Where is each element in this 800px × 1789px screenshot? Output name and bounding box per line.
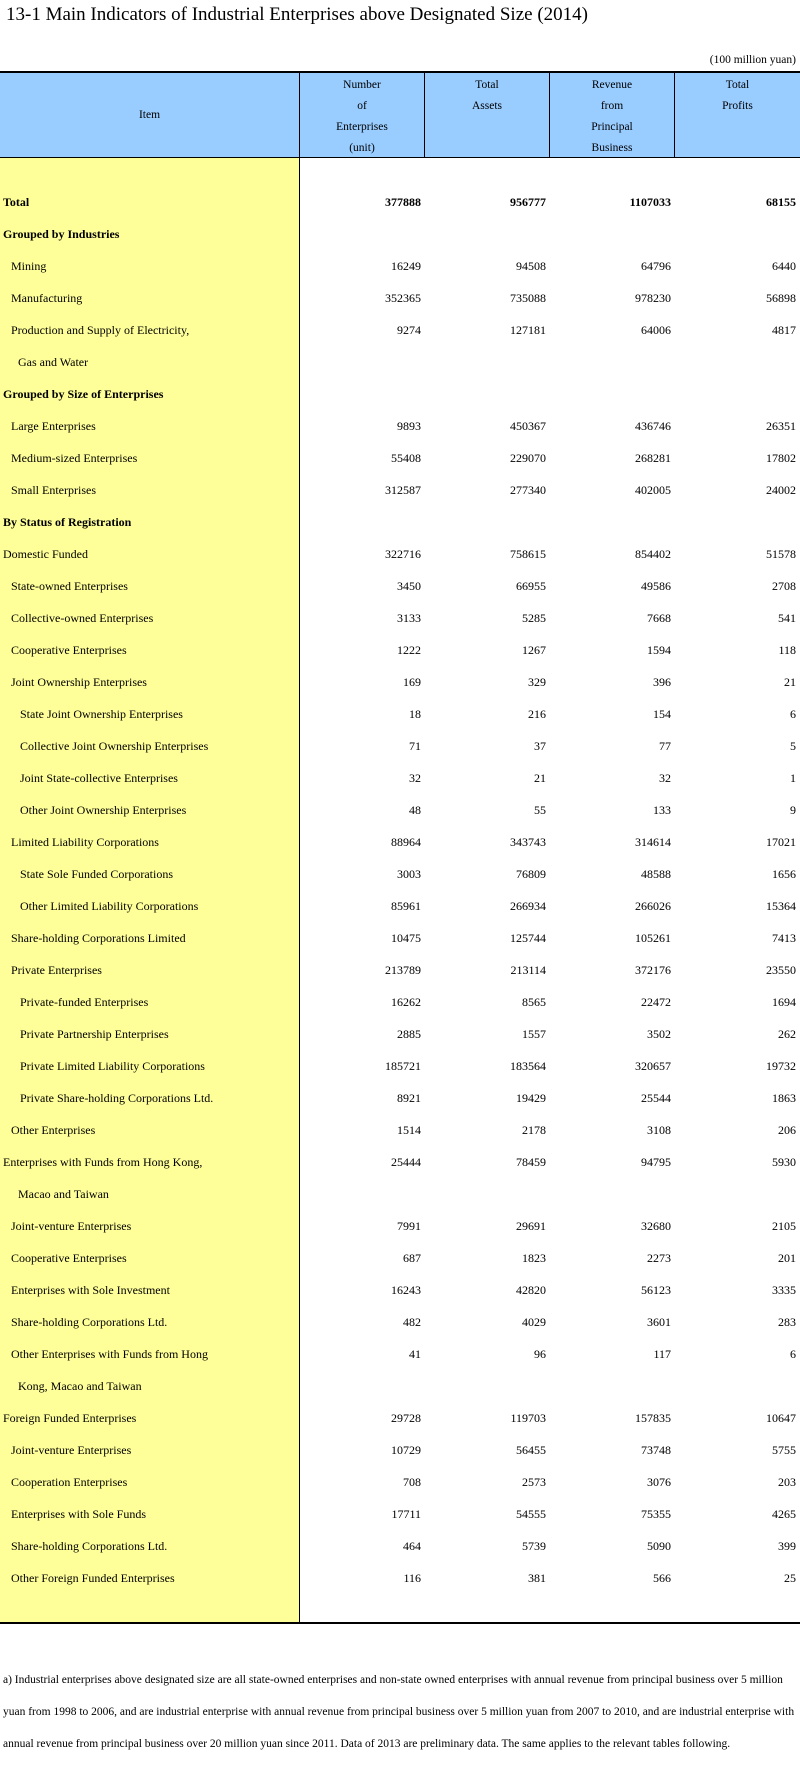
table-row xyxy=(0,346,299,378)
value-cell: 482 xyxy=(403,1314,421,1329)
table-row xyxy=(0,986,299,1018)
value-cell: 133 xyxy=(653,802,671,817)
table-row-values xyxy=(300,250,800,282)
row-label: Share-holding Corporations Limited xyxy=(11,930,186,945)
value-cell: 96 xyxy=(534,1346,546,1361)
value-cell: 3133 xyxy=(397,610,421,625)
value-cell: 68155 xyxy=(766,194,796,209)
table-row xyxy=(0,506,299,538)
value-cell: 94508 xyxy=(516,258,546,273)
value-cell: 3502 xyxy=(647,1026,671,1041)
value-cell: 396 xyxy=(653,674,671,689)
value-cell: 3076 xyxy=(647,1474,671,1489)
value-cell: 464 xyxy=(403,1538,421,1553)
value-cell: 24002 xyxy=(766,482,796,497)
row-label: Total xyxy=(3,194,30,209)
value-cell: 1514 xyxy=(397,1122,421,1137)
row-label: Private Enterprises xyxy=(11,962,102,977)
value-cell: 75355 xyxy=(641,1506,671,1521)
value-cell: 51578 xyxy=(766,546,796,561)
value-cell: 268281 xyxy=(635,450,671,465)
table-row-values xyxy=(300,1402,800,1434)
value-cell: 283 xyxy=(778,1314,796,1329)
value-cell: 450367 xyxy=(510,418,546,433)
value-cell: 185721 xyxy=(385,1058,421,1073)
table-row xyxy=(0,570,299,602)
table-row-values xyxy=(300,506,800,538)
value-cell: 125744 xyxy=(510,930,546,945)
row-label: Manufacturing xyxy=(11,290,83,305)
table-row xyxy=(0,1210,299,1242)
value-cell: 6440 xyxy=(772,258,796,273)
table-row-values xyxy=(300,1434,800,1466)
value-cell: 377888 xyxy=(385,194,421,209)
value-cell: 1656 xyxy=(772,866,796,881)
row-label: Joint Ownership Enterprises xyxy=(11,674,147,689)
row-label: Other Enterprises with Funds from Hong xyxy=(11,1346,208,1361)
value-cell: 1694 xyxy=(772,994,796,1009)
value-cell: 5930 xyxy=(772,1154,796,1169)
row-label: Joint State-collective Enterprises xyxy=(20,770,178,785)
table-row xyxy=(0,1114,299,1146)
value-cell: 262 xyxy=(778,1026,796,1041)
value-cell: 213789 xyxy=(385,962,421,977)
table-row-values xyxy=(300,890,800,922)
value-cell: 1863 xyxy=(772,1090,796,1105)
header-revenue: Revenue from Principal Business xyxy=(550,73,675,157)
value-cell: 54555 xyxy=(516,1506,546,1521)
table-row-values xyxy=(300,1018,800,1050)
value-cell: 32680 xyxy=(641,1218,671,1233)
row-label: Gas and Water xyxy=(18,354,89,369)
row-label: Share-holding Corporations Ltd. xyxy=(11,1538,168,1553)
value-cell: 6 xyxy=(790,706,796,721)
value-cell: 56455 xyxy=(516,1442,546,1457)
value-cell: 213114 xyxy=(510,962,546,977)
row-label: State Joint Ownership Enterprises xyxy=(20,706,183,721)
table-row-values xyxy=(300,922,800,954)
value-cell: 23550 xyxy=(766,962,796,977)
item-column xyxy=(0,158,300,1622)
table-row-values xyxy=(300,218,800,250)
table-row-values xyxy=(300,1274,800,1306)
value-cell: 687 xyxy=(403,1250,421,1265)
table-row xyxy=(0,1050,299,1082)
value-cell: 206 xyxy=(778,1122,796,1137)
value-cell: 127181 xyxy=(510,322,546,337)
table-row-values xyxy=(300,442,800,474)
table-row xyxy=(0,602,299,634)
value-cell: 1107033 xyxy=(629,194,671,209)
value-cell: 154 xyxy=(653,706,671,721)
table-row xyxy=(0,794,299,826)
value-cell: 978230 xyxy=(635,290,671,305)
value-cell: 16262 xyxy=(391,994,421,1009)
value-cell: 85961 xyxy=(391,898,421,913)
value-cell: 5285 xyxy=(522,610,546,625)
table-row-values xyxy=(300,474,800,506)
table-row-values xyxy=(300,1050,800,1082)
table-row-values xyxy=(300,186,800,218)
value-cell: 116 xyxy=(403,1570,421,1585)
table-row xyxy=(0,186,299,218)
table-row xyxy=(0,1082,299,1114)
table-row xyxy=(0,1146,299,1178)
table-row-values xyxy=(300,1178,800,1210)
table-row-values xyxy=(300,1338,800,1370)
value-cell: 1823 xyxy=(522,1250,546,1265)
row-label: Joint-venture Enterprises xyxy=(11,1442,132,1457)
header-item: Item xyxy=(0,73,300,157)
table-body xyxy=(0,158,800,1622)
value-cell: 41 xyxy=(409,1346,421,1361)
row-label: Enterprises with Sole Funds xyxy=(11,1506,146,1521)
value-cell: 436746 xyxy=(635,418,671,433)
value-cell: 64796 xyxy=(641,258,671,273)
value-cell: 17711 xyxy=(391,1506,421,1521)
table-row xyxy=(0,730,299,762)
table-row xyxy=(0,538,299,570)
row-label: Cooperative Enterprises xyxy=(11,642,127,657)
value-cell: 541 xyxy=(778,610,796,625)
value-cell: 1594 xyxy=(647,642,671,657)
value-cell: 277340 xyxy=(510,482,546,497)
table-row-values xyxy=(300,730,800,762)
table-row-values xyxy=(300,698,800,730)
row-label: Foreign Funded Enterprises xyxy=(3,1410,137,1425)
table-row-values xyxy=(300,1146,800,1178)
row-label: Cooperation Enterprises xyxy=(11,1474,128,1489)
value-cell: 157835 xyxy=(635,1410,671,1425)
value-cell: 25444 xyxy=(391,1154,421,1169)
value-cell: 758615 xyxy=(510,546,546,561)
value-cell: 16249 xyxy=(391,258,421,273)
table-row xyxy=(0,634,299,666)
table-row-values xyxy=(300,794,800,826)
table-row xyxy=(0,1434,299,1466)
value-cell: 9 xyxy=(790,802,796,817)
value-cell: 29691 xyxy=(516,1218,546,1233)
row-label: Large Enterprises xyxy=(11,418,96,433)
value-cell: 169 xyxy=(403,674,421,689)
value-cell: 312587 xyxy=(385,482,421,497)
value-cell: 1557 xyxy=(522,1026,546,1041)
value-cell: 15364 xyxy=(766,898,796,913)
value-cell: 32 xyxy=(659,770,671,785)
value-cell: 3003 xyxy=(397,866,421,881)
value-cell: 201 xyxy=(778,1250,796,1265)
table-row-values xyxy=(300,1562,800,1594)
row-label: State Sole Funded Corporations xyxy=(20,866,173,881)
row-label: Private Limited Liability Corporations xyxy=(20,1058,205,1073)
row-label: Private Share-holding Corporations Ltd. xyxy=(20,1090,214,1105)
table-row xyxy=(0,954,299,986)
value-cell: 329 xyxy=(528,674,546,689)
table-row xyxy=(0,1178,299,1210)
row-label: Other Limited Liability Corporations xyxy=(20,898,199,913)
value-cell: 77 xyxy=(659,738,671,753)
value-cell: 21 xyxy=(784,674,796,689)
indicators-table xyxy=(0,71,800,1624)
value-cell: 25 xyxy=(784,1570,796,1585)
table-row xyxy=(0,890,299,922)
value-cell: 56123 xyxy=(641,1282,671,1297)
value-cell: 2885 xyxy=(397,1026,421,1041)
value-cell: 5090 xyxy=(647,1538,671,1553)
row-label: Macao and Taiwan xyxy=(18,1186,109,1201)
value-cell: 10647 xyxy=(766,1410,796,1425)
table-row-values xyxy=(300,282,800,314)
row-label: Limited Liability Corporations xyxy=(11,834,159,849)
row-label: Private Partnership Enterprises xyxy=(20,1026,169,1041)
row-label: Cooperative Enterprises xyxy=(11,1250,127,1265)
table-row-values xyxy=(300,570,800,602)
table-row xyxy=(0,282,299,314)
value-cell: 8565 xyxy=(522,994,546,1009)
value-cell: 105261 xyxy=(635,930,671,945)
value-cell: 314614 xyxy=(635,834,671,849)
table-row xyxy=(0,1018,299,1050)
value-cell: 19429 xyxy=(516,1090,546,1105)
value-cell: 94795 xyxy=(641,1154,671,1169)
value-cell: 1267 xyxy=(522,642,546,657)
table-row-values xyxy=(300,1530,800,1562)
table-row-values xyxy=(300,1370,800,1402)
row-label: Grouped by Industries xyxy=(3,226,120,241)
value-cell: 71 xyxy=(409,738,421,753)
value-cell: 6 xyxy=(790,1346,796,1361)
value-cell: 25544 xyxy=(641,1090,671,1105)
table-row-values xyxy=(300,314,800,346)
value-cell: 956777 xyxy=(510,194,546,209)
value-cell: 48 xyxy=(409,802,421,817)
value-cell: 49586 xyxy=(641,578,671,593)
row-label: State-owned Enterprises xyxy=(11,578,128,593)
row-label: Domestic Funded xyxy=(3,546,88,561)
table-row xyxy=(0,218,299,250)
value-cell: 4817 xyxy=(772,322,796,337)
value-cell: 76809 xyxy=(516,866,546,881)
table-row-values xyxy=(300,602,800,634)
value-cell: 3450 xyxy=(397,578,421,593)
table-row-values xyxy=(300,346,800,378)
value-cell: 5755 xyxy=(772,1442,796,1457)
value-cell: 399 xyxy=(778,1538,796,1553)
value-cell: 4265 xyxy=(772,1506,796,1521)
value-cell: 55408 xyxy=(391,450,421,465)
value-cell: 343743 xyxy=(510,834,546,849)
value-cell: 322716 xyxy=(385,546,421,561)
value-cell: 266026 xyxy=(635,898,671,913)
value-cell: 735088 xyxy=(510,290,546,305)
row-label: Private-funded Enterprises xyxy=(20,994,149,1009)
value-cell: 402005 xyxy=(635,482,671,497)
table-row xyxy=(0,1402,299,1434)
table-row-values xyxy=(300,634,800,666)
value-cell: 18 xyxy=(409,706,421,721)
value-cell: 19732 xyxy=(766,1058,796,1073)
table-row xyxy=(0,858,299,890)
value-cell: 37 xyxy=(534,738,546,753)
row-label: Joint-venture Enterprises xyxy=(11,1218,132,1233)
row-label: Small Enterprises xyxy=(11,482,96,497)
row-label: Other Joint Ownership Enterprises xyxy=(20,802,187,817)
value-cell: 266934 xyxy=(510,898,546,913)
value-cell: 7413 xyxy=(772,930,796,945)
table-row-values xyxy=(300,954,800,986)
row-label: Enterprises with Funds from Hong Kong, xyxy=(3,1154,203,1169)
row-label: Medium-sized Enterprises xyxy=(11,450,138,465)
value-cell: 88964 xyxy=(391,834,421,849)
value-cell: 16243 xyxy=(391,1282,421,1297)
row-label: Grouped by Size of Enterprises xyxy=(3,386,164,401)
table-row-values xyxy=(300,1466,800,1498)
header-total-profits: Total Profits xyxy=(722,79,753,112)
value-cell: 3601 xyxy=(647,1314,671,1329)
value-cell: 183564 xyxy=(510,1058,546,1073)
table-row xyxy=(0,442,299,474)
value-cell: 216 xyxy=(528,706,546,721)
value-cell: 5739 xyxy=(522,1538,546,1553)
value-cell: 5 xyxy=(790,738,796,753)
value-cell: 119703 xyxy=(510,1410,546,1425)
row-label: By Status of Registration xyxy=(3,514,132,529)
table-row-values xyxy=(300,1242,800,1274)
value-cell: 42820 xyxy=(516,1282,546,1297)
value-cell: 372176 xyxy=(635,962,671,977)
value-cell: 66955 xyxy=(516,578,546,593)
value-cell: 48588 xyxy=(641,866,671,881)
value-cell: 8921 xyxy=(397,1090,421,1105)
table-row xyxy=(0,1370,299,1402)
table-row xyxy=(0,1306,299,1338)
row-label: Other Enterprises xyxy=(11,1122,96,1137)
value-cell: 10475 xyxy=(391,930,421,945)
value-cell: 1 xyxy=(790,770,796,785)
table-row-values xyxy=(300,1114,800,1146)
value-cell: 55 xyxy=(534,802,546,817)
value-cell: 381 xyxy=(528,1570,546,1585)
table-row-values xyxy=(300,1498,800,1530)
value-cell: 854402 xyxy=(635,546,671,561)
table-row xyxy=(0,922,299,954)
row-label: Kong, Macao and Taiwan xyxy=(18,1378,142,1393)
header-enterprises: Number of Enterprises (unit) xyxy=(300,73,425,157)
value-cell: 1222 xyxy=(397,642,421,657)
value-cell: 7668 xyxy=(647,610,671,625)
value-cell: 17021 xyxy=(766,834,796,849)
value-cell: 9893 xyxy=(397,418,421,433)
value-cell: 3108 xyxy=(647,1122,671,1137)
table-row xyxy=(0,1466,299,1498)
table-row-values xyxy=(300,858,800,890)
table-header xyxy=(0,73,800,158)
footnote: a) Industrial enterprises above designated size are all state-owned enterprises and non-state owned enterprises with annual revenue from principal business over 5 million yuan from 1998 to 2006, and are industrial enterprise with annual revenue from principal business over 5 million yuan from 2007 to 2010, and are industrial enterprise with annual revenue from principal business over 20 million yuan since 2011. Data of 2013 are preliminary data. The same applies to the relevant tables following. xyxy=(3,1674,795,1750)
value-cell: 117 xyxy=(653,1346,671,1361)
value-cell: 118 xyxy=(778,642,796,657)
table-row-values xyxy=(300,666,800,698)
table-row-values xyxy=(300,410,800,442)
table-row-values xyxy=(300,762,800,794)
table-row-values xyxy=(300,378,800,410)
row-label: Collective-owned Enterprises xyxy=(11,610,154,625)
table-row xyxy=(0,378,299,410)
table-row xyxy=(0,762,299,794)
unit-label: (100 million yuan) xyxy=(709,54,796,66)
table-row-values xyxy=(300,986,800,1018)
page-title: 13-1 Main Indicators of Industrial Enterprises above Designated Size (2014) xyxy=(6,4,588,25)
table-row-values xyxy=(300,1210,800,1242)
value-cell: 203 xyxy=(778,1474,796,1489)
table-row xyxy=(0,474,299,506)
value-cell: 352365 xyxy=(385,290,421,305)
row-label: Production and Supply of Electricity, xyxy=(11,322,190,337)
table-row xyxy=(0,1530,299,1562)
row-label: Other Foreign Funded Enterprises xyxy=(11,1570,175,1585)
table-row xyxy=(0,826,299,858)
row-label: Collective Joint Ownership Enterprises xyxy=(20,738,209,753)
value-cell: 2273 xyxy=(647,1250,671,1265)
value-cell: 56898 xyxy=(766,290,796,305)
row-label: Enterprises with Sole Investment xyxy=(11,1282,170,1297)
header-total-assets: Total Assets xyxy=(425,73,550,157)
table-row-values xyxy=(300,538,800,570)
table-row xyxy=(0,410,299,442)
value-cell: 2708 xyxy=(772,578,796,593)
table-row xyxy=(0,1562,299,1594)
value-cell: 566 xyxy=(653,1570,671,1585)
table-row-values xyxy=(300,1306,800,1338)
value-cell: 73748 xyxy=(641,1442,671,1457)
table-row xyxy=(0,1242,299,1274)
table-row xyxy=(0,666,299,698)
value-cell: 78459 xyxy=(516,1154,546,1169)
row-label: Share-holding Corporations Ltd. xyxy=(11,1314,168,1329)
value-cell: 26351 xyxy=(766,418,796,433)
value-cell: 320657 xyxy=(635,1058,671,1073)
value-cell: 3335 xyxy=(772,1282,796,1297)
value-cell: 64006 xyxy=(641,322,671,337)
value-cell: 708 xyxy=(403,1474,421,1489)
value-cell: 10729 xyxy=(391,1442,421,1457)
value-cell: 2105 xyxy=(772,1218,796,1233)
value-cell: 17802 xyxy=(766,450,796,465)
table-row xyxy=(0,250,299,282)
table-row xyxy=(0,1338,299,1370)
value-columns xyxy=(300,158,800,1622)
value-cell: 22472 xyxy=(641,994,671,1009)
row-label: Mining xyxy=(11,258,47,273)
value-cell: 7991 xyxy=(397,1218,421,1233)
value-cell: 21 xyxy=(534,770,546,785)
value-cell: 29728 xyxy=(391,1410,421,1425)
value-cell: 229070 xyxy=(510,450,546,465)
value-cell: 4029 xyxy=(522,1314,546,1329)
table-row-values xyxy=(300,826,800,858)
value-cell: 2573 xyxy=(522,1474,546,1489)
value-cell: 32 xyxy=(409,770,421,785)
value-cell: 2178 xyxy=(522,1122,546,1137)
table-row xyxy=(0,1274,299,1306)
table-row xyxy=(0,1498,299,1530)
table-row xyxy=(0,698,299,730)
table-row-values xyxy=(300,1082,800,1114)
table-row xyxy=(0,314,299,346)
value-cell: 9274 xyxy=(397,322,421,337)
